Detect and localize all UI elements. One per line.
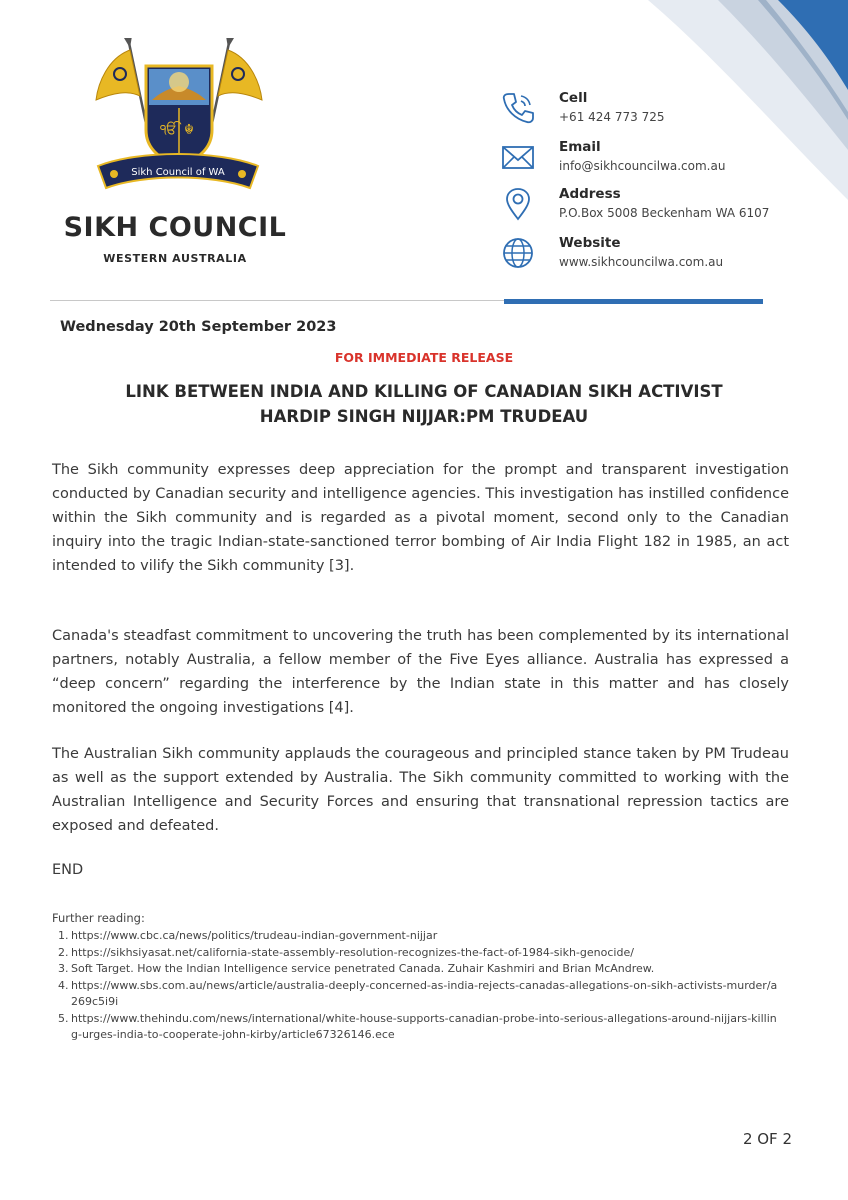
reference-item[interactable]: 4. https://www.sbs.com.au/news/article/australia-deeply-concerned-as-india-rejects-canadas-allegations-on-sikh-activists-murder/a269c5i9i (58, 978, 778, 1008)
page-number: 2 OF 2 (742, 1130, 792, 1148)
contact-value: info@sikhcouncilwa.com.au (559, 159, 726, 173)
body-paragraph: Canada's steadfast commitment to uncovering the truth has been complemented by its international partners, notably Australia, a fellow member of the Five Eyes alliance. Australia has expressed a “deep concern” regarding the interference by the Indian state in this matter and has closely monitored the ongoing investigations [4]. (52, 628, 789, 716)
logo-banner-text: Sikh Council of WA (131, 167, 225, 178)
release-tag: FOR IMMEDIATE RELEASE (334, 350, 514, 365)
reference-item: 3. Soft Target. How the Indian Intelligence service penetrated Canada. Zuhair Kashmiri and Brian McAndrew. (58, 962, 655, 975)
contact-address (500, 186, 800, 230)
reference-item[interactable]: 2. https://sikhsiyasat.net/california-state-assembly-resolution-recognizes-the-fact-of-1984-sikh-genocide/ (58, 945, 634, 959)
phone-icon (500, 90, 536, 126)
body-paragraph: The Sikh community expresses deep appreciation for the prompt and transparent investigation conducted by Canadian security and intelligence agencies. This investigation has instilled confidence within the Sikh community and is regarded as a pivotal moment, second only to the Canadian inquiry into the tragic Indian-state-sanctioned terror bombing of Air India Flight 182 in 1985, an act intended to vilify the Sikh community [3]. (52, 462, 789, 574)
contact-label: Email (559, 139, 601, 155)
sikh-council-crest-logo (88, 38, 268, 208)
svg-text:☬: ☬ (184, 122, 194, 138)
contact-website (500, 235, 800, 279)
reference-item[interactable]: 5. https://www.thehindu.com/news/international/white-house-supports-canadian-probe-into-serious-allegations-around-nijjars-killing-urges-india-to-cooperate-john-kirby/article67326146.ece (58, 1011, 777, 1041)
org-name: SIKH COUNCIL (63, 212, 287, 243)
divider-line (50, 300, 505, 301)
end-marker: END (52, 862, 84, 878)
contact-value: +61 424 773 725 (559, 110, 665, 124)
svg-text:ੴ: ੴ (160, 122, 178, 138)
contact-label: Website (559, 235, 621, 251)
globe-icon (500, 235, 536, 271)
accent-divider (504, 299, 763, 304)
contact-label: Address (559, 186, 621, 202)
org-subtitle: WESTERN AUSTRALIA (103, 252, 247, 265)
contact-cell (500, 90, 800, 134)
contact-email (500, 139, 800, 183)
headline (60, 379, 788, 429)
further-reading-title: Further reading: (52, 911, 145, 925)
contact-value: www.sikhcouncilwa.com.au (559, 255, 724, 269)
reference-list (58, 928, 778, 1044)
body-paragraph: The Australian Sikh community applauds the courageous and principled stance taken by PM Trudeau as well as the support extended by Australia. The Sikh community committed to working with the Australian Intelligence and Security Forces and ensuring that transnational repression tactics are exposed and defeated. (52, 746, 789, 834)
headline-line: HARDIP SINGH NIJJAR:PM TRUDEAU (259, 407, 589, 426)
contact-value: P.O.Box 5008 Beckenham WA 6107 (559, 206, 770, 220)
location-pin-icon (500, 186, 536, 222)
reference-item[interactable]: 1. https://www.cbc.ca/news/politics/trudeau-indian-government-nijjar (58, 929, 438, 942)
headline-line: LINK BETWEEN INDIA AND KILLING OF CANADIAN SIKH ACTIVIST (125, 382, 723, 401)
release-date: Wednesday 20th September 2023 (60, 319, 337, 335)
envelope-icon (500, 139, 536, 175)
contact-label: Cell (559, 90, 588, 106)
